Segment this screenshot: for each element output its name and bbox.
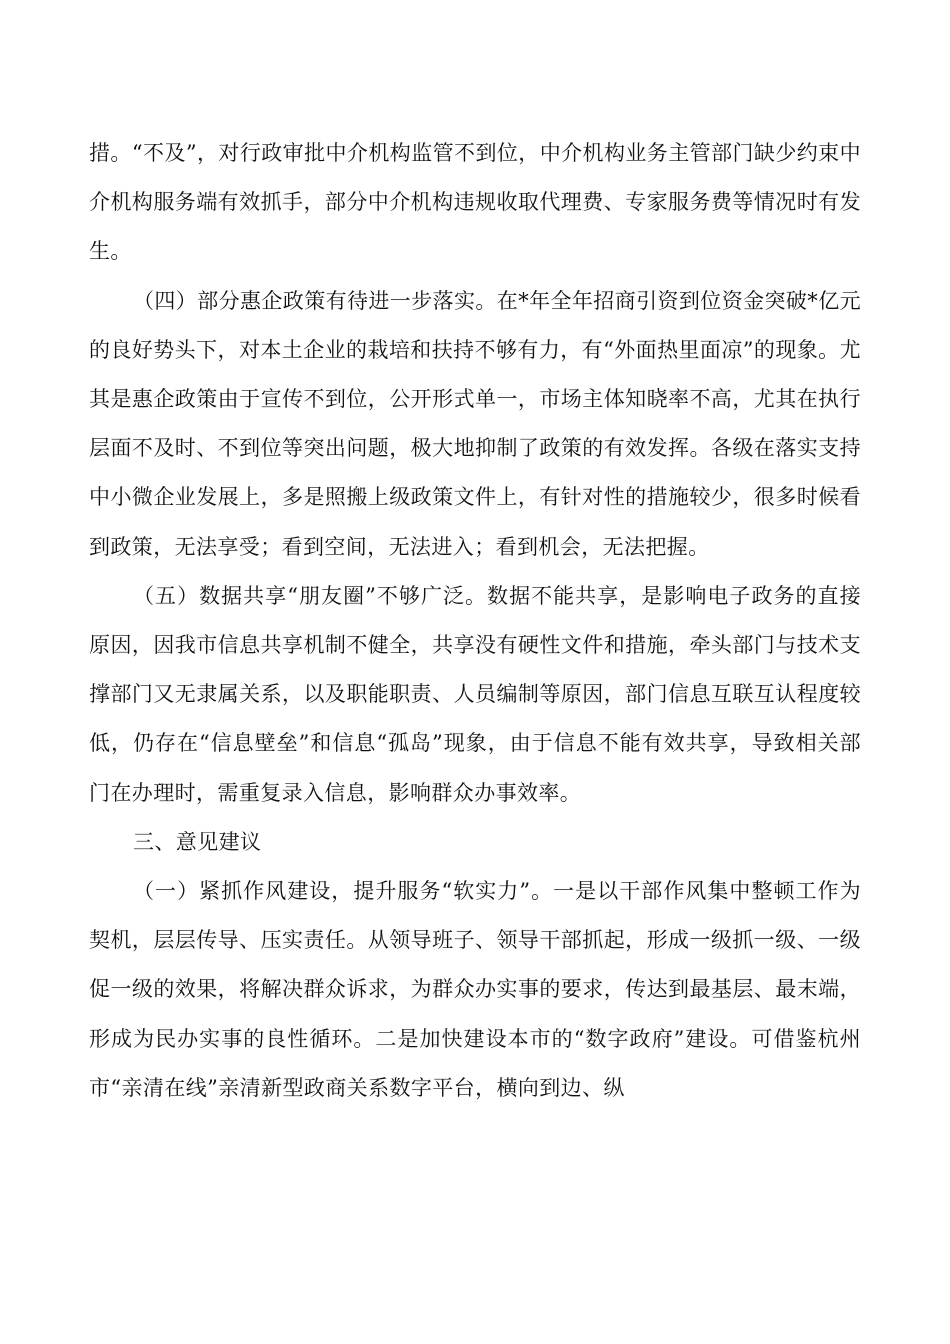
section-heading-suggestions: 三、意见建议: [133, 829, 262, 854]
document-body: [89, 129, 861, 1113]
paragraph-suggestion-one: （一）紧抓作风建设，提升服务“软实力”。一是以干部作风集中整顿工作为契机，层层传导、压实责任。从领导班子、领导干部抓起，形成一级抓一级、一级促一级的效果，将解决群众诉求，为群众办实事的要求，传达到最基层、最末端，形成为民办实事的良性循环。二是加快建设本市的“数字政府”建设。可借鉴杭州市“亲清在线”亲清新型政商关系数字平台，横向到边、纵: [89, 879, 861, 1100]
paragraph-section-four: （四）部分惠企政策有待进一步落实。在*年全年招商引资到位资金突破*亿元的良好势头下，对本土企业的栽培和扶持不够有力，有“外面热里面凉”的现象。尤其是惠企政策由于宣传不到位，公开形式单一，市场主体知晓率不高，尤其在执行层面不及时、不到位等突出问题，极大地抑制了政策的有效发挥。各级在落实支持中小微企业发展上，多是照搬上级政策文件上，有针对性的措施较少，很多时候看到政策，无法享受；看到空间，无法进入；看到机会，无法把握。: [89, 288, 861, 559]
paragraph-section-five: （五）数据共享“朋友圈”不够广泛。数据不能共享，是影响电子政务的直接原因，因我市信息共享机制不健全，共享没有硬性文件和措施，牵头部门与技术支撑部门又无隶属关系，以及职能职责、人员编制等原因，部门信息互联互认程度较低，仍存在“信息壁垒”和信息“孤岛”现象，由于信息不能有效共享，导致相关部门在办理时，需重复录入信息，影响群众办事效率。: [89, 583, 861, 805]
paragraph-continuation: 措。“不及”，对行政审批中介机构监管不到位，中介机构业务主管部门缺少约束中介机构服务端有效抓手，部分中介机构违规收取代理费、专家服务费等情况时有发生。: [89, 141, 861, 264]
